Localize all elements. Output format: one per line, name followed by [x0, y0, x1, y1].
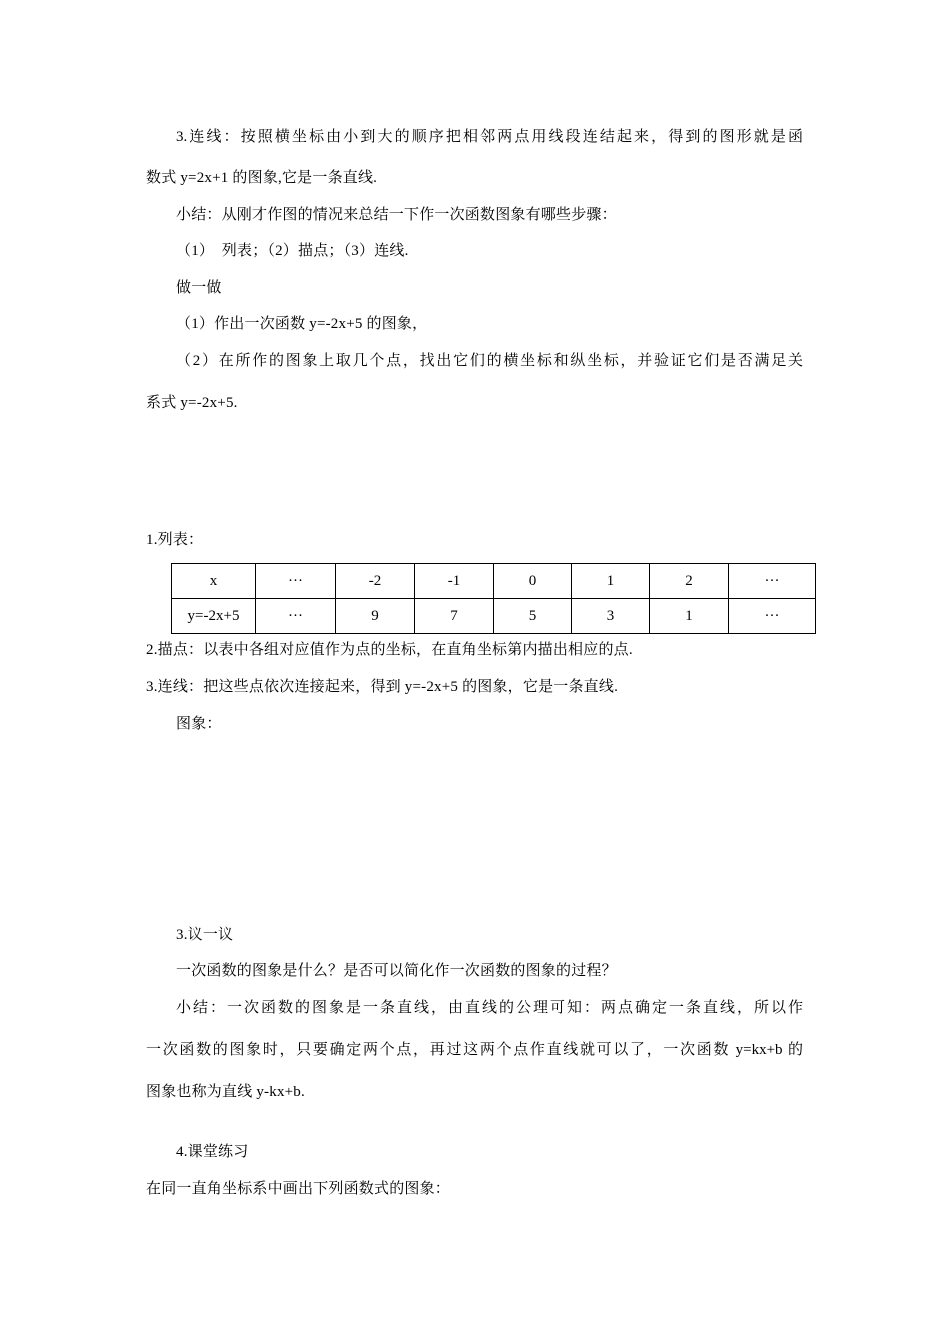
table-cell: y=-2x+5 — [172, 599, 256, 634]
table-row-y — [172, 599, 816, 634]
discuss-heading: 3.议一议 — [176, 927, 234, 943]
summary-steps-question: 小结：从刚才作图的情况来总结一下作一次函数图象有哪些步骤： — [176, 207, 617, 223]
table-cell: -1 — [415, 564, 494, 599]
try-item-1: （1）作出一次函数 y=-2x+5 的图象， — [176, 316, 428, 332]
table-cell: 1 — [572, 564, 650, 599]
table-cell: ··· — [729, 564, 816, 599]
solution-step-1: 1.列表： — [146, 532, 204, 548]
graph-label: 图象： — [176, 716, 222, 732]
solution-step-3: 3.连线：把这些点依次连接起来，得到 y=-2x+5 的图象，它是一条直线. — [146, 679, 619, 695]
solution-step-2: 2.描点：以表中各组对应值作为点的坐标，在直角坐标第内描出相应的点. — [146, 642, 633, 658]
table-cell: ··· — [256, 599, 336, 634]
table-cell: 5 — [494, 599, 572, 634]
table-cell: 2 — [650, 564, 729, 599]
value-table — [171, 563, 816, 634]
discuss-summary-line1: 小结：一次函数的图象是一条直线，由直线的公理可知：两点确定一条直线，所以作 — [176, 1000, 803, 1016]
try-item-2-line2: 系式 y=-2x+5. — [146, 395, 238, 411]
table-cell: 3 — [572, 599, 650, 634]
discuss-summary-line3: 图象也称为直线 y-kx+b. — [146, 1084, 305, 1100]
practice-instruction: 在同一直角坐标系中画出下列函数式的图象： — [146, 1181, 451, 1197]
table-cell: x — [172, 564, 256, 599]
try-item-2-line1: （2）在所作的图象上取几个点，找出它们的横坐标和纵坐标，并验证它们是否满足关 — [176, 353, 803, 369]
steps-list: （1） 列表；（2）描点；（3）连线. — [176, 243, 409, 259]
try-heading: 做一做 — [176, 280, 222, 296]
table-row-x — [172, 564, 816, 599]
discuss-question: 一次函数的图象是什么？是否可以简化作一次函数的图象的过程？ — [176, 963, 617, 979]
table-cell: 1 — [650, 599, 729, 634]
step3-connect-line1: 3.连线：按照横坐标由小到大的顺序把相邻两点用线段连结起来，得到的图形就是函 — [176, 129, 803, 145]
table-cell: 0 — [494, 564, 572, 599]
table-cell: 7 — [415, 599, 494, 634]
discuss-summary-line2: 一次函数的图象时，只要确定两个点，再过这两个点作直线就可以了，一次函数 y=kx+b 的 — [146, 1042, 803, 1058]
practice-heading: 4.课堂练习 — [176, 1144, 249, 1160]
step3-connect-line2: 数式 y=2x+1 的图象,它是一条直线. — [146, 170, 378, 186]
table-cell: ··· — [729, 599, 816, 634]
table-cell: ··· — [256, 564, 336, 599]
table-cell: 9 — [336, 599, 415, 634]
table-cell: -2 — [336, 564, 415, 599]
